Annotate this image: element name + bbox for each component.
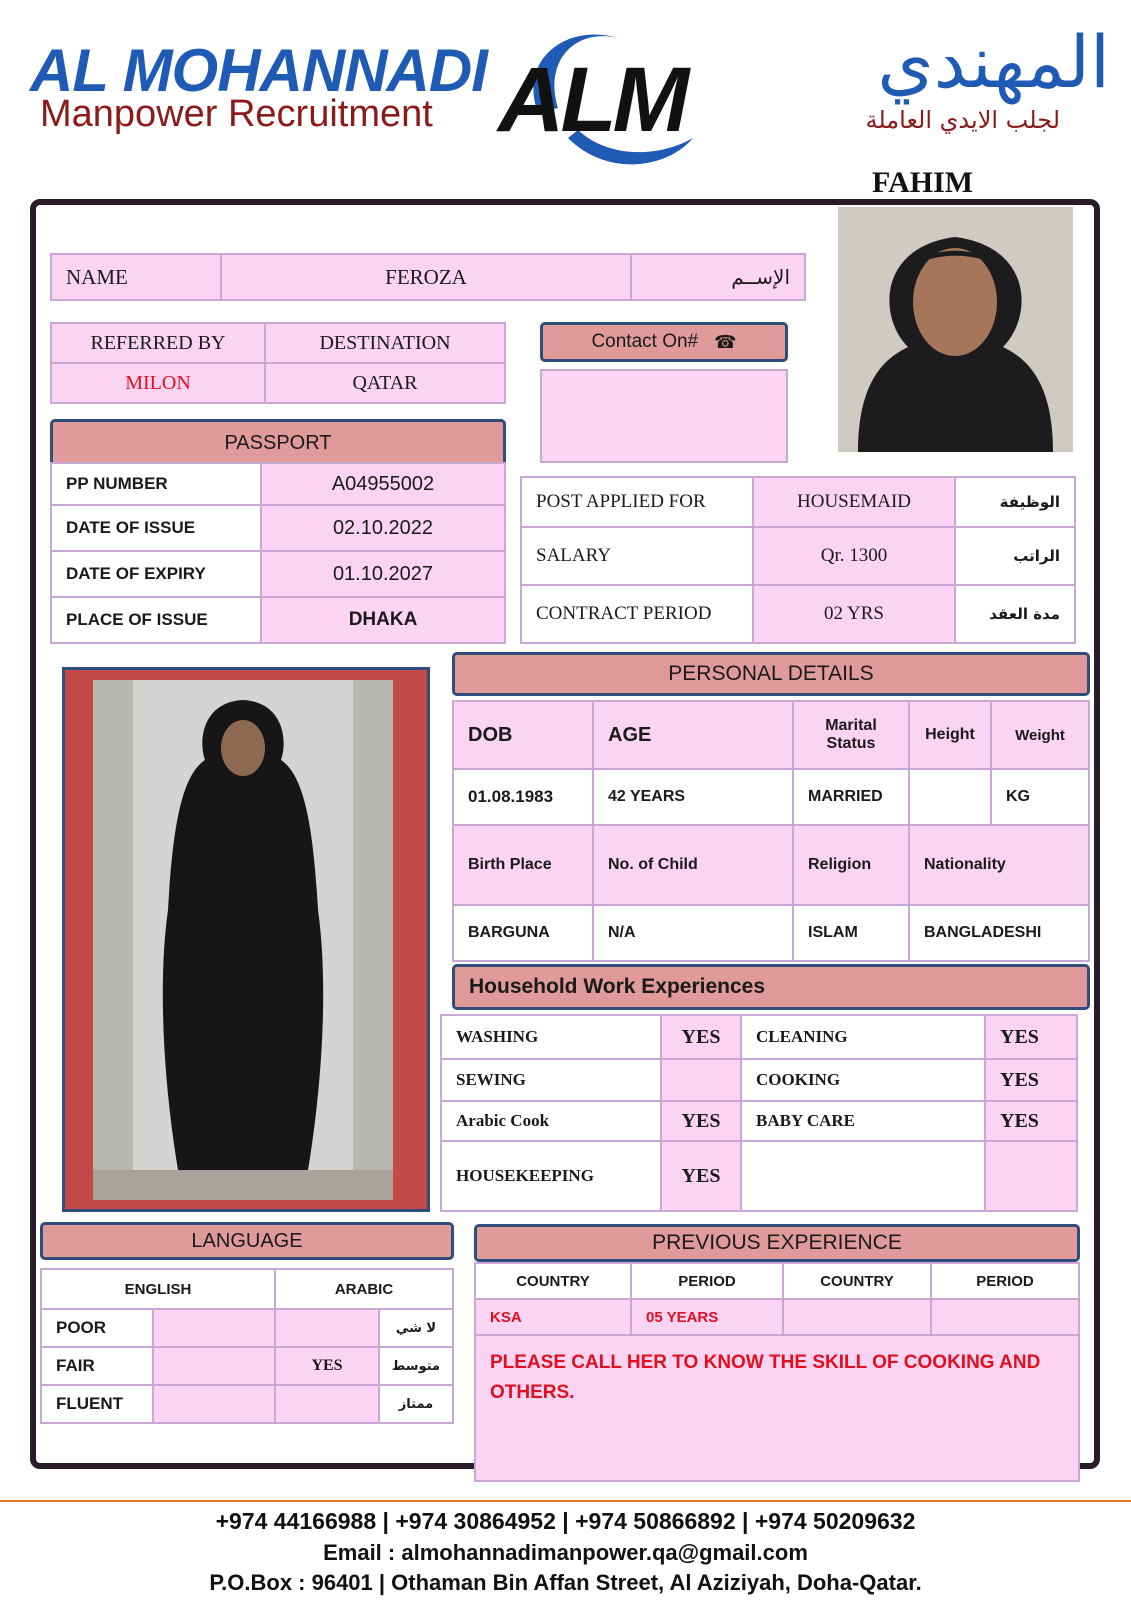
phone-icon: ☎ [714,331,737,352]
age-header: AGE [592,700,794,770]
portrait-figure-icon [838,207,1073,452]
language-header: LANGUAGE [40,1222,454,1260]
salary-label: SALARY [520,526,754,586]
name-value: FEROZA [220,253,632,301]
cleaning-label: CLEANING [740,1014,986,1060]
no-of-child-value: N/A [592,904,794,962]
post-applied-value: HOUSEMAID [752,476,956,528]
age-value: 42 YEARS [592,768,794,826]
footer-email: Email : almohannadimanpower.qa@gmail.com [323,1540,808,1565]
footer-rule [0,1500,1131,1502]
poor-arabic [274,1308,380,1348]
alm-logo [498,18,723,168]
personal-details-header: PERSONAL DETAILS [452,652,1090,696]
washing-value: YES [660,1014,742,1060]
marital-status-header: Marital Status [792,700,910,770]
weight-header: Weight [990,700,1090,770]
housekeeping-label: HOUSEKEEPING [440,1140,662,1212]
baby-care-value: YES [984,1100,1078,1142]
religion-header: Religion [792,824,910,906]
cooking-label: COOKING [740,1058,986,1102]
pp-number-label: PP NUMBER [50,462,262,506]
destination-label: DESTINATION [264,322,506,364]
logo-letters: ALM [498,49,686,151]
agent-name: FAHIM [872,166,974,199]
prev-period-header-2: PERIOD [930,1262,1080,1300]
post-applied-label-arabic: الوظيفة [954,476,1076,528]
dob-value: 01.08.1983 [452,768,594,826]
contract-period-value: 02 YRS [752,584,956,644]
prev-period-value-2 [930,1298,1080,1336]
sewing-value [660,1058,742,1102]
footer-address: P.O.Box : 96401 | Othaman Bin Affan Street, Al Aziziyah, Doha-Qatar. [209,1570,922,1595]
marital-status-value: MARRIED [792,768,910,826]
prev-period-header-1: PERIOD [630,1262,784,1300]
fair-arabic: YES [274,1346,380,1386]
prev-country-value-1: KSA [474,1298,632,1336]
full-body-photo-frame [62,667,430,1212]
household-header [452,964,1090,1010]
salary-value: Qr. 1300 [752,526,956,586]
destination-value: QATAR [264,362,506,404]
prev-country-header-1: COUNTRY [474,1262,632,1300]
prev-period-value-1: 05 YEARS [630,1298,784,1336]
religion-value: ISLAM [792,904,910,962]
fair-label: FAIR [40,1346,154,1386]
fair-label-arabic: متوسط [378,1346,454,1386]
household-title: Household Work Experiences [469,975,766,998]
contact-label: Contact On# [591,331,699,352]
nationality-header: Nationality [908,824,1090,906]
fluent-label: FLUENT [40,1384,154,1424]
baby-care-label: BABY CARE [740,1100,986,1142]
contract-period-label-arabic: مدة العقد [954,584,1076,644]
prev-country-header-2: COUNTRY [782,1262,932,1300]
cleaning-value: YES [984,1014,1078,1060]
dob-header: DOB [452,700,594,770]
fluent-english [152,1384,276,1424]
contract-period-label: CONTRACT PERIOD [520,584,754,644]
arabic-column-header: ARABIC [274,1268,454,1310]
sewing-label: SEWING [440,1058,662,1102]
footer-phones: +974 44166988 | +974 30864952 | +974 50866892 | +974 50209632 [215,1508,916,1534]
fluent-arabic [274,1384,380,1424]
date-of-issue-label: DATE OF ISSUE [50,504,262,552]
brand-name: AL MOHANNADI [30,37,487,104]
standing-figure-icon [93,680,393,1200]
birth-place-value: BARGUNA [452,904,594,962]
washing-label: WASHING [440,1014,662,1060]
housekeeping-value: YES [660,1140,742,1212]
household-empty-value [984,1140,1078,1212]
previous-experience-note: PLEASE CALL HER TO KNOW THE SKILL OF COOKING AND OTHERS. [490,1352,1041,1403]
poor-label-arabic: لا شي [378,1308,454,1348]
name-label-arabic: الإســم [630,253,806,301]
brand-name-arabic: المهندي [877,20,1110,104]
headshot-photo [838,207,1073,452]
birth-place-header: Birth Place [452,824,594,906]
brand-tagline: Manpower Recruitment [40,93,433,135]
header [0,0,1131,200]
prev-country-value-2 [782,1298,932,1336]
arabic-cook-value: YES [660,1100,742,1142]
previous-experience-note-box [474,1334,1080,1482]
poor-label: POOR [40,1308,154,1348]
contact-value [540,369,788,463]
date-of-issue-value: 02.10.2022 [260,504,506,552]
height-header: Height [908,700,992,770]
brand-tagline-arabic: لجلب الايدي العاملة [865,106,1060,134]
household-empty-label [740,1140,986,1212]
height-value [908,768,992,826]
full-body-photo [93,680,393,1200]
place-of-issue-value: DHAKA [260,596,506,644]
fair-english [152,1346,276,1386]
cooking-value: YES [984,1058,1078,1102]
poor-english [152,1308,276,1348]
english-column-header: ENGLISH [40,1268,276,1310]
date-of-expiry-value: 01.10.2027 [260,550,506,598]
date-of-expiry-label: DATE OF EXPIRY [50,550,262,598]
weight-value: KG [990,768,1090,826]
pp-number-value: A04955002 [260,462,506,506]
passport-header: PASSPORT [50,419,506,467]
previous-experience-header: PREVIOUS EXPERIENCE [474,1224,1080,1262]
name-label: NAME [50,253,222,301]
fluent-label-arabic: ممتاز [378,1384,454,1424]
place-of-issue-label: PLACE OF ISSUE [50,596,262,644]
contact-header [540,322,788,362]
no-of-child-header: No. of Child [592,824,794,906]
salary-label-arabic: الراتب [954,526,1076,586]
nationality-value: BANGLADESHI [908,904,1090,962]
post-applied-label: POST APPLIED FOR [520,476,754,528]
referred-by-label: REFERRED BY [50,322,266,364]
referred-by-value: MILON [50,362,266,404]
arabic-cook-label: Arabic Cook [440,1100,662,1142]
